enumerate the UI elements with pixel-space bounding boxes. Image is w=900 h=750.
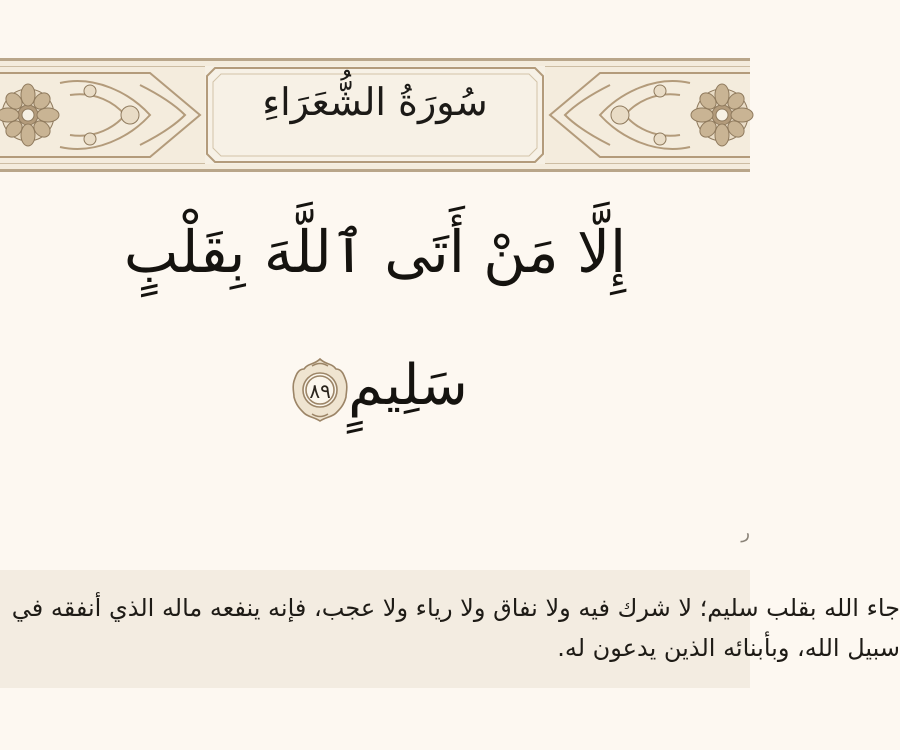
surah-title-panel xyxy=(205,66,545,164)
tafsir-text: جاء الله بقلب سليم؛ لا شرك فيه ولا نفاق ولا رياء ولا عجب، فإنه ينفعه ماله الذي أنفقه في سبيل الله، وبأبنائه الذين يدعون له. xyxy=(11,594,900,662)
floral-ornament-left-icon xyxy=(0,65,205,169)
tafsir-panel xyxy=(0,570,900,688)
surah-header-banner xyxy=(0,58,750,172)
verse-line-2 xyxy=(0,353,750,423)
floral-ornament-right-icon xyxy=(545,65,750,169)
partial-side-text: ر xyxy=(741,522,750,543)
surah-title: سُورَةُ الشُّعَرَاءِ xyxy=(262,80,488,124)
ayah-number-marker xyxy=(292,357,348,423)
ayah-number: ٨٩ xyxy=(309,378,331,403)
verse-line-1: إِلَّا مَنْ أَتَى ٱللَّهَ بِقَلْبٍ xyxy=(123,218,627,286)
verse-line-2-text: سَلِيمٍ xyxy=(348,353,468,418)
